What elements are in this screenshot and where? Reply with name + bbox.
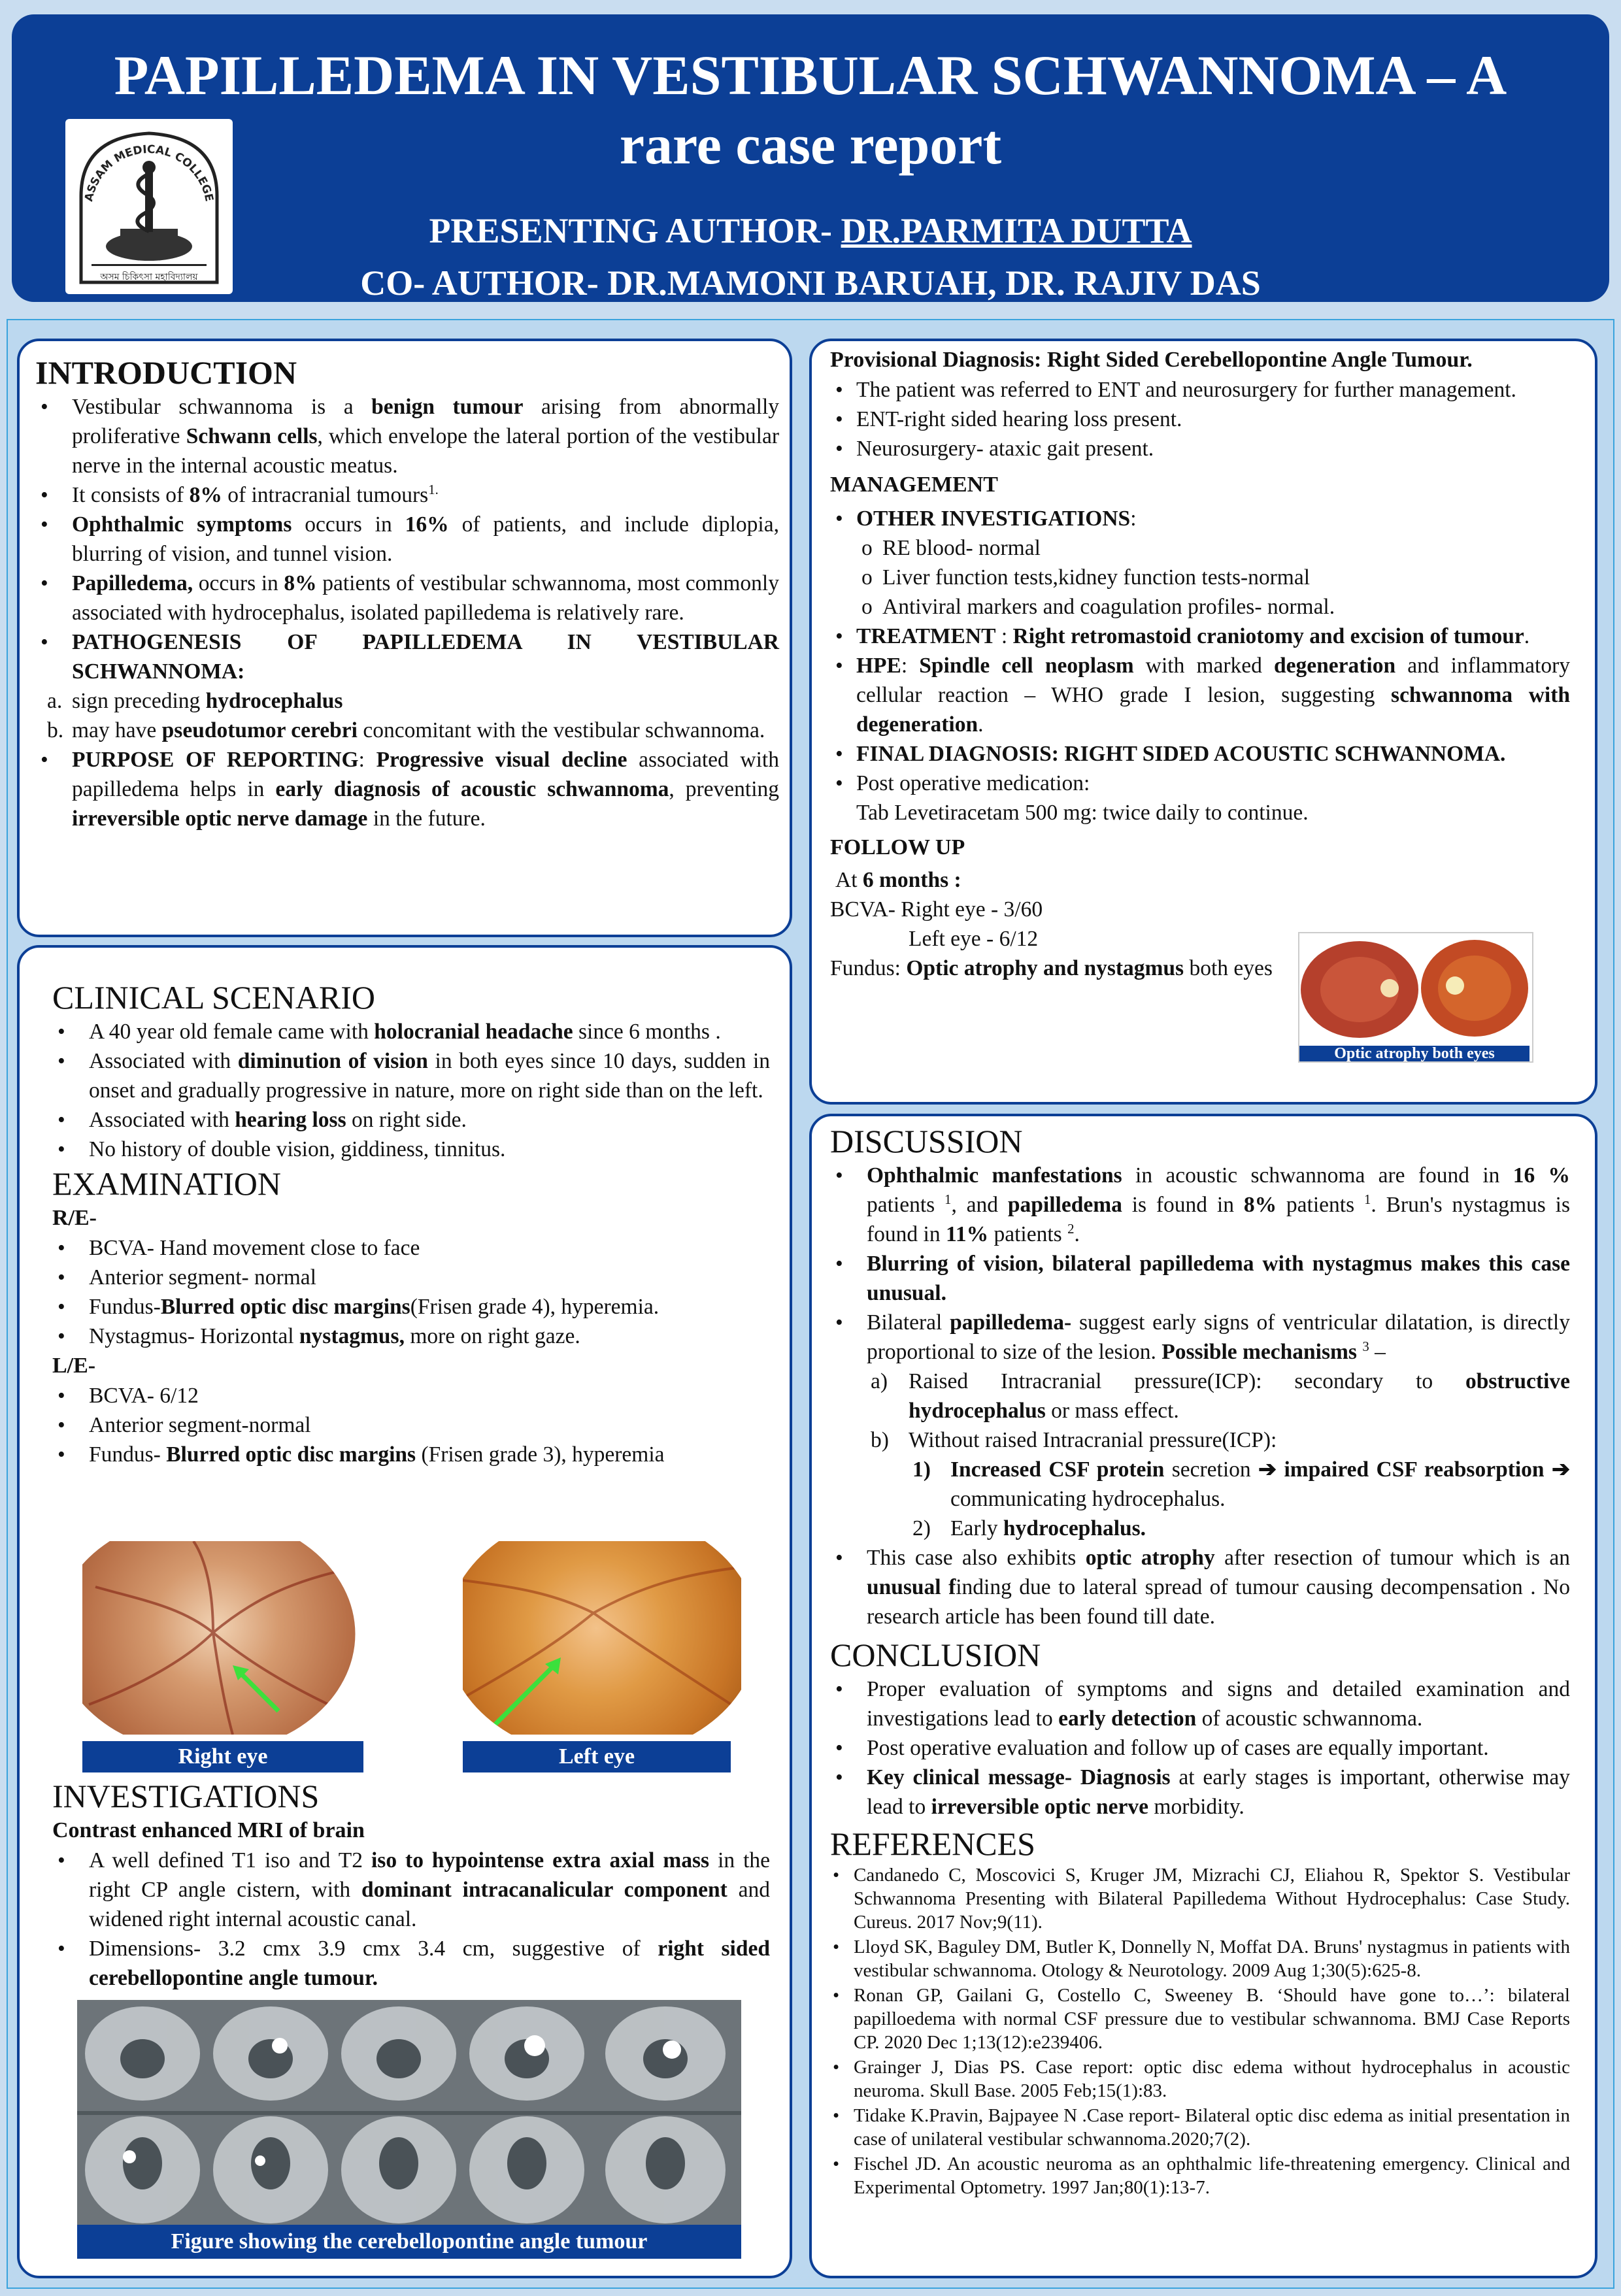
right-eye-caption: Right eye	[82, 1741, 363, 1772]
provisional-diagnosis: Provisional Diagnosis: Right Sided Cerebellopontine Angle Tumour.	[830, 348, 1473, 372]
list-item: • Associated with hearing loss on right side.	[52, 1105, 770, 1135]
list-item: • It consists of 8% of intracranial tumours$^{1.}$	[35, 480, 779, 510]
references-heading: REFERENCES	[830, 1825, 1035, 1862]
list-item: • ENT-right sided hearing loss present.	[830, 405, 1570, 434]
list-item: • A well defined T1 iso and T2 iso to hypointense extra axial mass in the right CP angle cistern, with dominant intracanalicular component and widened right internal acoustic canal.	[52, 1846, 770, 1934]
list-item: • This case also exhibits optic atrophy after resection of tumour which is an unusual finding due to lateral spread of tumour causing decompensation . No research article has been found till date.	[830, 1543, 1570, 1631]
poster-header	[12, 14, 1609, 302]
discussion-heading: DISCUSSION	[830, 1123, 1023, 1159]
reference-item: • Ronan GP, Gailani G, Costello C, Sweeney B. ‘Should have gone to…’: bilateral papilloedema with normal CSF pressure due to vestibular schwannoma. BMJ Case Reports CP. 2020 Dec 1;13(12):e239406.	[830, 1984, 1570, 2054]
optic-atrophy-caption: Optic atrophy both eyes	[1299, 1046, 1529, 1061]
follow-up-bcva-left: Left eye - 6/12	[909, 927, 1039, 951]
list-item: • Nystagmus- Horizontal nystagmus, more on right gaze.	[52, 1322, 770, 1351]
reference-item: • Lloyd SK, Baguley DM, Butler K, Donnelly N, Moffat DA. Bruns' nystagmus in patients with vestibular schwannoma. Otology & Neurotology. 2009 Aug 1;30(5):625-8.	[830, 1935, 1570, 1982]
reference-item: • Candanedo C, Moscovici S, Kruger JM, Mizrachi CJ, Eliahou R, Spektor S. Vestibular Schwannoma Presenting with Bilateral Papilledema Without Hydrocephalus: Case Study. Cureus. 2017 Nov;9(11).	[830, 1863, 1570, 1934]
list-item: • Post operative medication: Tab Levetiracetam 500 mg: twice daily to continue.	[830, 769, 1570, 827]
list-item: • Bilateral papilledema- suggest early signs of ventricular dilatation, is directly proportional to size of the lesion. Possible mechanisms $^3$ –	[830, 1308, 1570, 1367]
list-item: • BCVA- 6/12	[52, 1381, 770, 1410]
list-item: a) Raised Intracranial pressure(ICP): secondary to obstructive hydrocephalus or mass effect.	[871, 1369, 1570, 1423]
list-item: a. sign preceding hydrocephalus	[47, 689, 343, 713]
list-item: • Papilledema, occurs in 8% patients of vestibular schwannoma, most commonly associated with hydrocephalus, isolated papilledema is relatively rare.	[35, 569, 779, 627]
list-item: • PURPOSE OF REPORTING: Progressive visual decline associated with papilledema helps in early diagnosis of acoustic schwannoma, preventing irreversible optic nerve damage in the future.	[35, 745, 779, 833]
list-item: • Blurring of vision, bilateral papilledema with nystagmus makes this case unusual.	[830, 1249, 1570, 1308]
introduction-panel	[17, 339, 792, 937]
reference-item: • Grainger J, Dias PS. Case report: optic disc edema without hydrocephalus in acoustic neuroma. Skull Base. 2005 Feb;15(1):83.	[830, 2055, 1570, 2103]
mri-figure	[77, 2000, 741, 2254]
list-item: • Key clinical message- Diagnosis at early stages is important, otherwise may lead to irreversible optic nerve morbidity.	[830, 1763, 1570, 1822]
list-item: • BCVA- Hand movement close to face	[52, 1233, 770, 1263]
introduction-heading: INTRODUCTION	[35, 354, 297, 391]
right-eye-fundus-image	[82, 1541, 361, 1735]
list-item: • Dimensions- 3.2 cmx 3.9 cmx 3.4 cm, suggestive of right sided cerebellopontine angle tumour.	[52, 1934, 770, 1993]
list-item: b) Without raised Intracranial pressure(ICP):	[871, 1428, 1277, 1452]
list-item: • TREATMENT : Right retromastoid craniotomy and excision of tumour.	[830, 622, 1570, 651]
list-item: • Post operative evaluation and follow up of cases are equally important.	[830, 1733, 1570, 1763]
reference-item: • Fischel JD. An acoustic neuroma as an ophthalmic life-threatening emergency. Clinical and Experimental Optometry. 1997 Jan;80(1):13-7.	[830, 2152, 1570, 2199]
follow-up-bcva-right: BCVA- Right eye - 3/60	[830, 897, 1043, 922]
clinical-heading: CLINICAL SCENARIO	[52, 979, 375, 1016]
presenting-author	[12, 210, 1609, 251]
list-item: • Fundus- Blurred optic disc margins (Frisen grade 3), hyperemia	[52, 1440, 770, 1469]
list-item: • No history of double vision, giddiness, tinnitus.	[52, 1135, 770, 1164]
title-line-1: PAPILLEDEMA IN VESTIBULAR SCHWANNOMA – A	[114, 44, 1507, 107]
list-item: • Anterior segment- normal	[52, 1263, 770, 1292]
arrow-icon: ➔	[1258, 1457, 1277, 1482]
list-item: • The patient was referred to ENT and neurosurgery for further management.	[830, 375, 1570, 405]
list-item: • Anterior segment-normal	[52, 1410, 770, 1440]
list-item: b. may have pseudotumor cerebri concomitant with the vestibular schwannoma.	[47, 718, 765, 742]
clinical-panel	[17, 945, 792, 2278]
left-eye-label: L/E-	[52, 1354, 96, 1378]
list-item: 1) Increased CSF protein secretion ➔ impaired CSF reabsorption ➔ communicating hydrocephalus.	[912, 1457, 1571, 1511]
references-list	[830, 1863, 1570, 2199]
left-eye-fundus-image	[463, 1541, 741, 1735]
list-item: • Fundus-Blurred optic disc margins(Frisen grade 4), hyperemia.	[52, 1292, 770, 1322]
list-item: • HPE: Spindle cell neoplasm with marked degeneration and inflammatory cellular reaction – WHO grade I lesion, suggesting schwannoma with degeneration.	[830, 651, 1570, 739]
right-eye-label: R/E-	[52, 1206, 97, 1230]
list-item: • Neurosurgery- ataxic gait present.	[830, 434, 1570, 463]
optic-atrophy-image	[1298, 932, 1533, 1063]
follow-up-heading: FOLLOW UP	[830, 835, 965, 859]
follow-up-fundus: Fundus: Optic atrophy and nystagmus both eyes	[830, 956, 1273, 980]
list-item: • Vestibular schwannoma is a benign tumour arising from abnormally proliferative Schwann cells, which envelope the lateral portion of the vestibular nerve in the internal acoustic meatus.	[35, 392, 779, 480]
investigations-heading: INVESTIGATIONS	[52, 1778, 320, 1814]
list-item: • Ophthalmic symptoms occurs in 16% of patients, and include diplopia, blurring of vision, and tunnel vision.	[35, 510, 779, 569]
arrow-icon: ➔	[1551, 1457, 1571, 1482]
list-item: • OTHER INVESTIGATIONS:	[830, 504, 1570, 533]
presenting-author-name: DR.PARMITA DUTTA	[841, 211, 1192, 250]
co-authors: CO- AUTHOR- DR.MAMONI BARUAH, DR. RAJIV DAS	[360, 263, 1261, 303]
left-eye-caption: Left eye	[463, 1741, 731, 1772]
list-item: o Liver function tests,kidney function tests-normal	[856, 563, 1570, 592]
logo-arc-text: ASSAM MEDICAL COLLEGE	[82, 142, 216, 203]
discussion-panel	[809, 1114, 1597, 2278]
list-item: • A 40 year old female came with holocranial headache since 6 months .	[52, 1017, 770, 1046]
conclusion-heading: CONCLUSION	[830, 1637, 1041, 1673]
list-item: o RE blood- normal	[856, 533, 1570, 563]
mri-caption: Figure showing the cerebellopontine angle tumour	[77, 2225, 741, 2259]
logo-bottom-text: অসম চিকিৎসা মহাবিদ্যালয়	[100, 272, 198, 282]
reference-item: • Tidake K.Pravin, Bajpayee N .Case report- Bilateral optic disc edema as initial presentation in case of unilateral vestibular schwannoma.2020;7(2).	[830, 2104, 1570, 2151]
poster-title	[12, 41, 1609, 179]
list-item: • Associated with diminution of vision in both eyes since 10 days, sudden in onset and gradually progressive in nature, more on right side than on the left.	[52, 1046, 770, 1105]
follow-up-time: At 6 months :	[835, 868, 961, 892]
investigations-subheading: Contrast enhanced MRI of brain	[52, 1818, 365, 1842]
management-panel	[809, 339, 1597, 1105]
presenting-author-label: PRESENTING AUTHOR-	[429, 211, 841, 250]
list-item: • Ophthalmic manfestations in acoustic schwannoma are found in 16 % patients $^1$, and papilledema is found in 8% patients $^1$. Brun's nystagmus is found in 11% patients $^2$.	[830, 1161, 1570, 1249]
title-line-2: rare case report	[619, 113, 1002, 176]
list-item: • Proper evaluation of symptoms and signs and detailed examination and investigations lead to early detection of acoustic schwannoma.	[830, 1674, 1570, 1733]
examination-heading: EXAMINATION	[52, 1165, 281, 1202]
list-item: • FINAL DIAGNOSIS: RIGHT SIDED ACOUSTIC SCHWANNOMA.	[830, 739, 1570, 769]
management-heading: MANAGEMENT	[830, 473, 998, 497]
list-item: 2) Early hydrocephalus.	[912, 1516, 1146, 1540]
list-item: o Antiviral markers and coagulation profiles- normal.	[856, 592, 1570, 622]
list-item: • PATHOGENESIS OF PAPILLEDEMA IN VESTIBULAR SCHWANNOMA:	[35, 627, 779, 686]
